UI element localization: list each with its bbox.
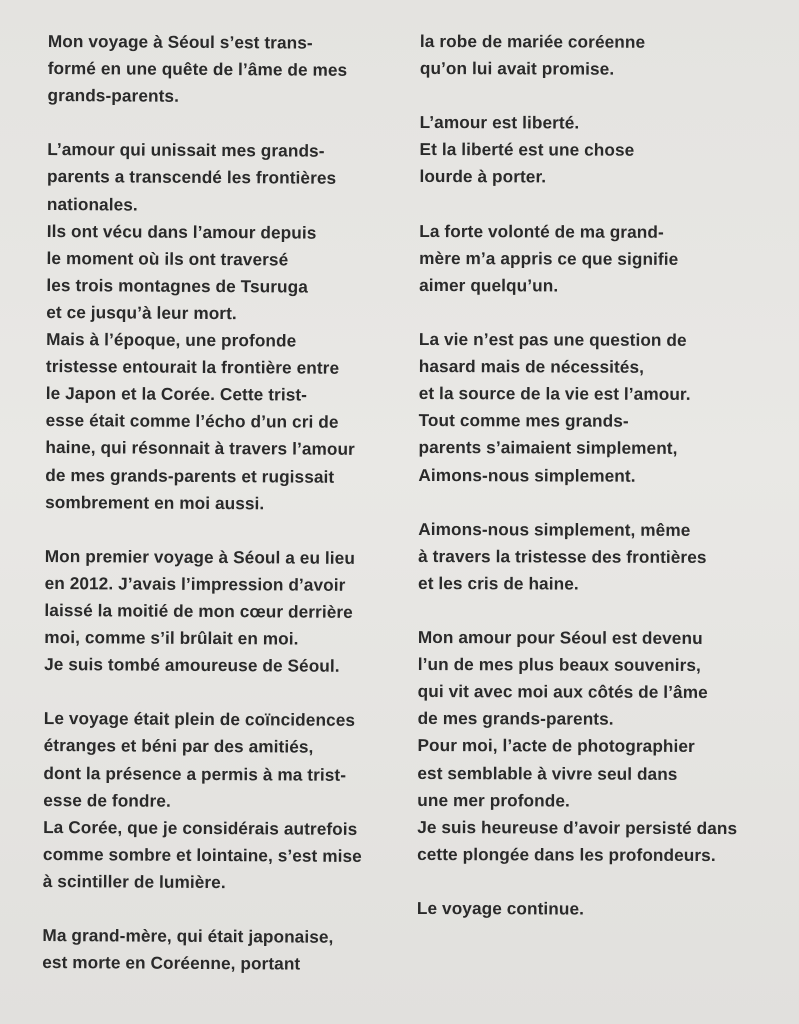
text-line: en 2012. J’avais l’impression d’avoir <box>44 572 346 595</box>
text-line: dont la présence a permis à ma trist- <box>43 762 347 785</box>
text-line: comme sombre et lointaine, s’est mise <box>42 843 362 866</box>
text-line: est morte en Coréenne, portant <box>42 952 301 974</box>
text-line: Le voyage était plein de coïncidences <box>43 708 356 731</box>
text-line: La forte volonté de ma grand- <box>419 220 664 242</box>
text-line: Aimons-nous simplement. <box>418 464 636 486</box>
text-line: Ils ont vécu dans l’amour depuis <box>46 220 317 243</box>
text-line: L’amour est liberté. <box>419 112 580 133</box>
text-line: le Japon et la Corée. Cette trist- <box>45 383 308 405</box>
text-line: laissé la moitié de mon cœur derrière <box>44 599 353 622</box>
text-line: L’amour qui unissait mes grands- <box>47 139 325 162</box>
paragraph <box>418 326 764 490</box>
paragraph <box>420 28 765 83</box>
text-line: de mes grands-parents. <box>417 708 614 730</box>
text-line: Pour moi, l’acte de photographier <box>417 735 695 757</box>
paragraph <box>419 218 764 300</box>
text-line: formé en une quête de l’âme de mes <box>47 58 348 80</box>
text-line: Mon voyage à Séoul s’est trans- <box>47 30 313 53</box>
text-line: Le voyage continue. <box>416 897 585 919</box>
text-line: Je suis tombé amoureuse de Séoul. <box>44 654 340 676</box>
text-line: la robe de mariée coréenne <box>419 30 646 52</box>
text-line: moi, comme s’il brûlait en moi. <box>44 627 299 649</box>
paragraph <box>45 136 402 517</box>
text-line: mère m’a appris ce que signifie <box>419 247 679 269</box>
text-line: Mon premier voyage à Séoul a eu lieu <box>44 545 356 568</box>
text-line: cette plongée dans les profondeurs. <box>417 843 716 865</box>
text-line: Je suis heureuse d’avoir persisté dans <box>417 816 738 838</box>
text-line: les trois montagnes de Tsuruga <box>46 274 308 297</box>
text-line: une mer profonde. <box>417 789 570 811</box>
text-line: à scintiller de lumière. <box>42 870 226 893</box>
paragraph <box>417 624 763 869</box>
paragraph <box>418 516 763 598</box>
text-line: Aimons-nous simplement, même <box>418 518 691 540</box>
text-line: Et la liberté est une chose <box>419 139 635 161</box>
left-text-column <box>42 28 403 1006</box>
text-line: nationales. <box>46 193 138 215</box>
text-line: l’un de mes plus beaux souvenirs, <box>417 654 701 676</box>
text-line: aimer quelqu’un. <box>419 274 559 296</box>
text-line: haine, qui résonnait à travers l’amour <box>45 437 355 460</box>
paragraph <box>417 895 762 923</box>
text-line: et ce jusqu’à leur mort. <box>46 301 237 324</box>
text-line: grands-parents. <box>47 85 180 106</box>
text-line: tristesse entourait la frontière entre <box>45 356 340 378</box>
text-line: parents a transcendé les frontières <box>47 166 337 189</box>
text-line: de mes grands-parents et rugissait <box>45 464 335 487</box>
text-line: Tout comme mes grands- <box>418 410 629 432</box>
text-line: lourde à porter. <box>419 166 547 187</box>
paragraph <box>43 705 399 897</box>
text-line: à travers la tristesse des frontières <box>418 545 707 567</box>
text-line: est semblable à vivre seul dans <box>417 762 678 784</box>
text-line: Mon amour pour Séoul est devenu <box>417 627 703 649</box>
text-line: esse était comme l’écho d’un cri de <box>45 410 339 433</box>
text-line: qui vit avec moi aux côtés de l’âme <box>417 681 708 703</box>
text-line: et la source de la vie est l’amour. <box>418 383 691 405</box>
text-line: parents s’aimaient simplement, <box>418 437 678 459</box>
paragraph <box>44 543 400 681</box>
right-text-column <box>417 28 765 950</box>
paragraph <box>42 922 397 978</box>
text-line: et les cris de haine. <box>418 572 579 594</box>
text-line: La Corée, que je considérais autrefois <box>43 816 358 839</box>
text-line: qu’on lui avait promise. <box>419 58 615 79</box>
text-line: esse de fondre. <box>43 789 171 811</box>
text-line: La vie n’est pas une question de <box>418 329 687 350</box>
text-line: hasard mais de nécessités, <box>418 356 645 377</box>
text-line: sombrement en moi aussi. <box>45 491 265 513</box>
paragraph <box>48 28 403 111</box>
text-line: Ma grand-mère, qui était japonaise, <box>42 925 334 947</box>
text-line: le moment où ils ont traversé <box>46 247 289 270</box>
paragraph <box>419 109 764 191</box>
text-line: Mais à l’époque, une profonde <box>46 329 297 351</box>
text-line: étranges et béni par des amitiés, <box>43 735 314 758</box>
